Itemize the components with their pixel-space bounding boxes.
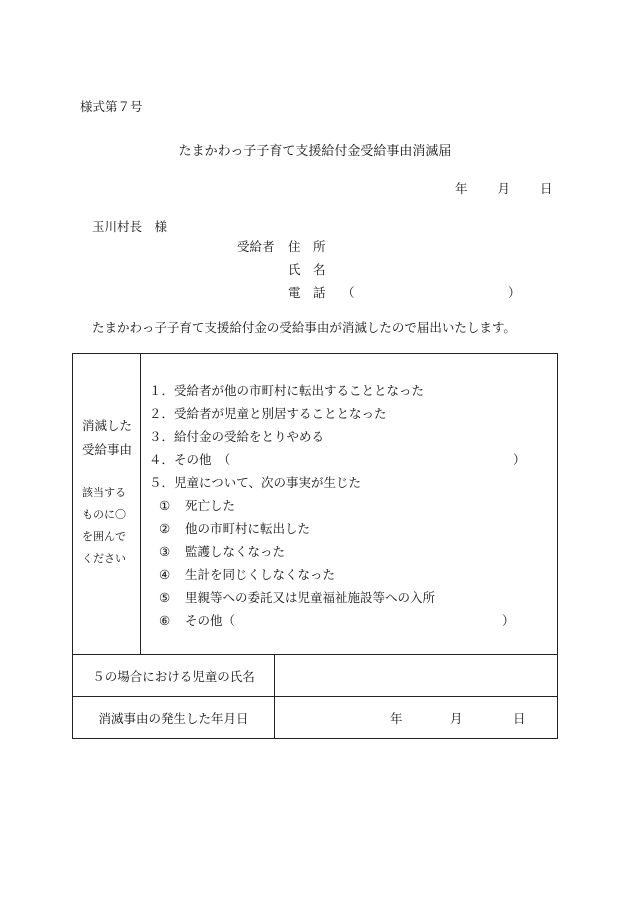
sub-option-6[interactable]: ⑥ その他（ — [159, 613, 236, 628]
sub-option-4[interactable]: ④ 生計を同じくしなくなった — [159, 567, 336, 582]
reason-table — [72, 353, 558, 739]
applicant-label: 受給者 — [237, 239, 275, 254]
address-label: 住 所 — [288, 239, 326, 254]
phone-paren-open: （ — [342, 285, 355, 300]
sub-option-2[interactable]: ② 他の市町村に転出した — [159, 521, 311, 536]
reason-heading-cell — [73, 354, 141, 655]
reason-note: 該当するものに〇を囲んでください — [82, 486, 126, 565]
option-2[interactable]: ２．受給者が児童と別居することとなった — [149, 406, 387, 421]
option-4-paren-close: ） — [513, 452, 526, 467]
form-title: たまかわっ子子育て支援給付金受給事由消滅届 — [178, 144, 452, 159]
child-name-label: ５の場合における児童の氏名 — [73, 655, 275, 697]
reason-options-cell — [141, 354, 558, 655]
option-4[interactable]: ４．その他 （ — [149, 452, 231, 467]
form-number: 様式第７号 — [80, 99, 143, 114]
statement: たまかわっ子子育て支援給付金の受給事由が消滅したので届出いたします。 — [92, 320, 516, 335]
occurrence-month: 月 — [450, 711, 463, 726]
sub-option-3[interactable]: ③ 監護しなくなった — [159, 544, 286, 559]
phone-label: 電 話 — [288, 285, 326, 300]
name-label: 氏 名 — [288, 262, 326, 277]
sub-option-1[interactable]: ① 死亡した — [159, 498, 236, 513]
addressee: 玉川村長 様 — [92, 219, 168, 234]
option-1[interactable]: １．受給者が他の市町村に転出することとなった — [149, 383, 425, 398]
sub-option-6-paren-close: ） — [502, 613, 515, 628]
occurrence-year: 年 — [390, 711, 403, 726]
phone-paren-close: ） — [508, 285, 521, 300]
child-name-field[interactable] — [275, 655, 558, 697]
date-year: 年 — [455, 181, 468, 196]
occurrence-day: 日 — [513, 711, 526, 726]
sub-option-5[interactable]: ⑤ 里親等への委託又は児童福祉施設等への入所 — [159, 590, 436, 605]
occurrence-date-label: 消滅事由の発生した年月日 — [73, 697, 275, 739]
date-month: 月 — [497, 181, 511, 196]
date-day: 日 — [540, 181, 553, 196]
occurrence-date-field[interactable] — [275, 697, 558, 739]
option-5[interactable]: ５．児童について、次の事実が生じた — [149, 475, 362, 490]
option-3[interactable]: ３．給付金の受給をとりやめる — [149, 429, 325, 444]
reason-heading: 消滅した 受給事由 — [81, 418, 132, 457]
submission-date — [455, 179, 579, 197]
